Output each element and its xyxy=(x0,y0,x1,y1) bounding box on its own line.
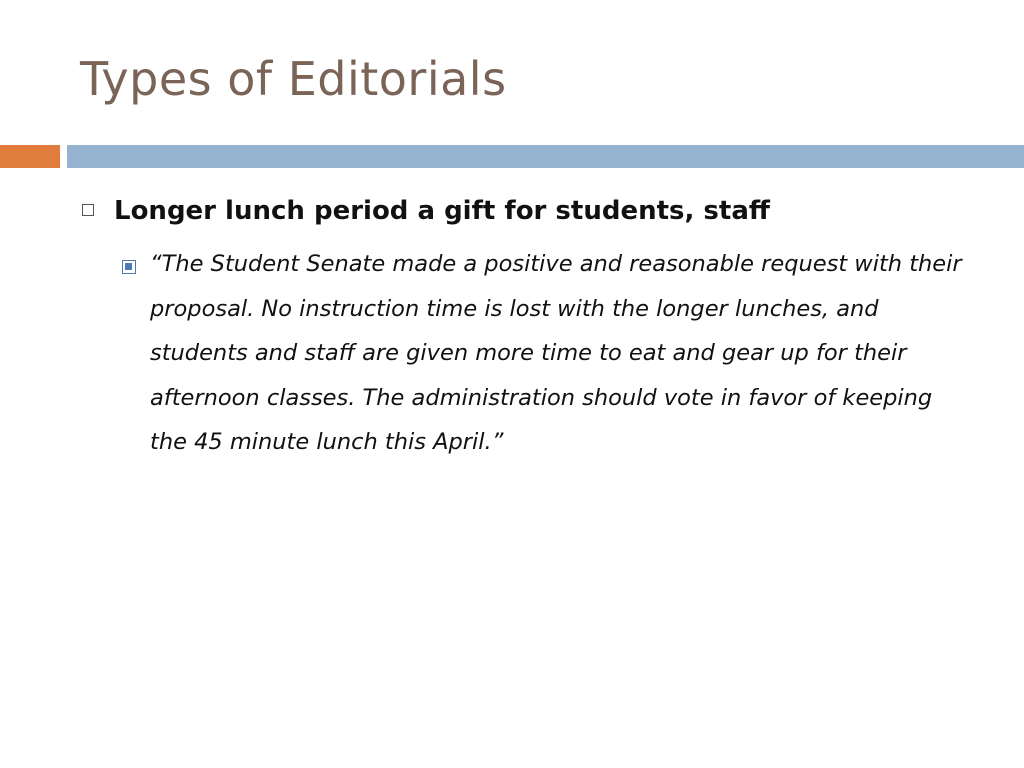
title-divider-bar xyxy=(67,145,1024,168)
title-divider-accent xyxy=(0,145,60,168)
filled-square-bullet-icon xyxy=(122,260,136,274)
bullet-item-level-1 xyxy=(82,196,770,226)
editorial-quote-text: “The Student Senate made a positive and reasonable request with their proposal. No instruction time is lost with the longer lunches, and students and staff are given more time to eat and gear up for their afternoon classes. The administration should vote in favor of keeping the 45 minute lunch this April.” xyxy=(150,251,962,455)
slide-title: Types of Editorials xyxy=(80,52,507,106)
bullet-item-level-2 xyxy=(122,250,976,465)
hollow-square-bullet-icon xyxy=(82,204,94,216)
bullet-text-level-1: Longer lunch period a gift for students, staff xyxy=(114,196,770,226)
